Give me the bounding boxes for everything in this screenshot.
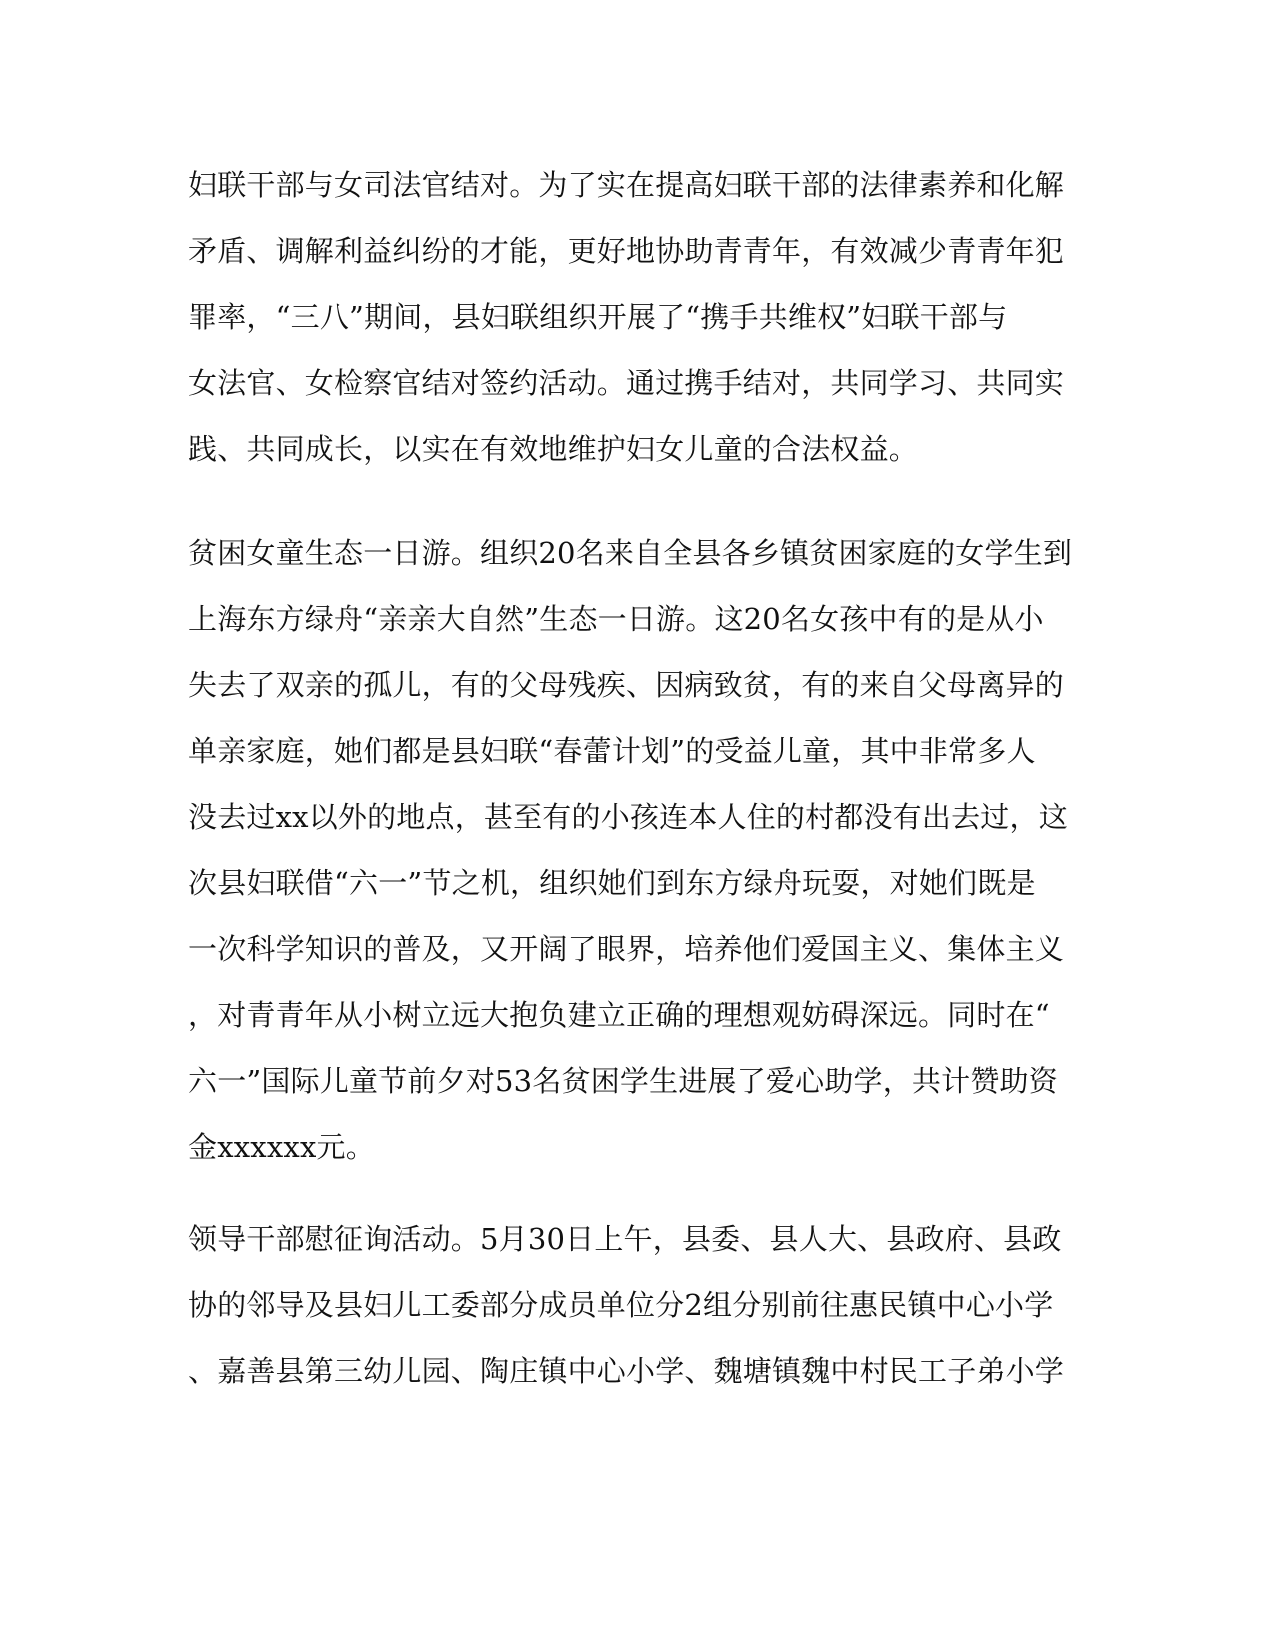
paragraph-line: 单亲家庭，她们都是县妇联“春蕾计划”的受益儿童，其中非常多人 <box>188 734 1036 768</box>
paragraph-line: ，对青青年从小树立远大抱负建立正确的理想观妨碍深远。同时在“ <box>188 998 1050 1032</box>
paragraph-line: 六一”国际儿童节前夕对53名贫困学生进展了爱心助学，共计赞助资 <box>188 1064 1058 1098</box>
paragraph-poor-girls-eco-tour <box>188 520 1073 1180</box>
paragraph-line: 没去过xx以外的地点，甚至有的小孩连本人住的村都没有出去过，这 <box>188 800 1068 834</box>
paragraph-line: 矛盾、调解利益纠纷的才能，更好地协助青青年，有效减少青青年犯 <box>188 234 1065 268</box>
paragraph-line: 协的邻导及县妇儿工委部分成员单位分2组分别前往惠民镇中心小学 <box>188 1288 1054 1322</box>
paragraph-line: 妇联干部与女司法官结对。为了实在提高妇联干部的法律素养和化解 <box>188 168 1065 202</box>
paragraph-line: 、嘉善县第三幼儿园、陶庄镇中心小学、魏塘镇魏中村民工子弟小学 <box>188 1354 1065 1388</box>
paragraph-line: 金xxxxxx元。 <box>188 1130 375 1164</box>
paragraph-line: 失去了双亲的孤儿，有的父母残疾、因病致贫，有的来自父母离异的 <box>188 668 1065 702</box>
paragraph-line: 上海东方绿舟“亲亲大自然”生态一日游。这20名女孩中有的是从小 <box>188 602 1044 636</box>
paragraph-line: 次县妇联借“六一”节之机，组织她们到东方绿舟玩耍，对她们既是 <box>188 866 1036 900</box>
paragraph-leaders-visit-activity <box>188 1206 1065 1404</box>
paragraph-line: 践、共同成长，以实在有效地维护妇女儿童的合法权益。 <box>188 432 919 466</box>
paragraph-line: 罪率，“三八”期间，县妇联组织开展了“携手共维权”妇联干部与 <box>188 300 1008 334</box>
paragraph-line: 领导干部慰征询活动。5月30日上午，县委、县人大、县政府、县政 <box>188 1222 1062 1256</box>
paragraph-line: 女法官、女检察官结对签约活动。通过携手结对，共同学习、共同实 <box>188 366 1065 400</box>
paragraph-line: 贫困女童生态一日游。组织20名来自全县各乡镇贫困家庭的女学生到 <box>188 536 1073 570</box>
paragraph-women-federation-judges-pairing <box>188 152 1065 482</box>
paragraph-line: 一次科学知识的普及，又开阔了眼界，培养他们爱国主义、集体主义 <box>188 932 1065 966</box>
